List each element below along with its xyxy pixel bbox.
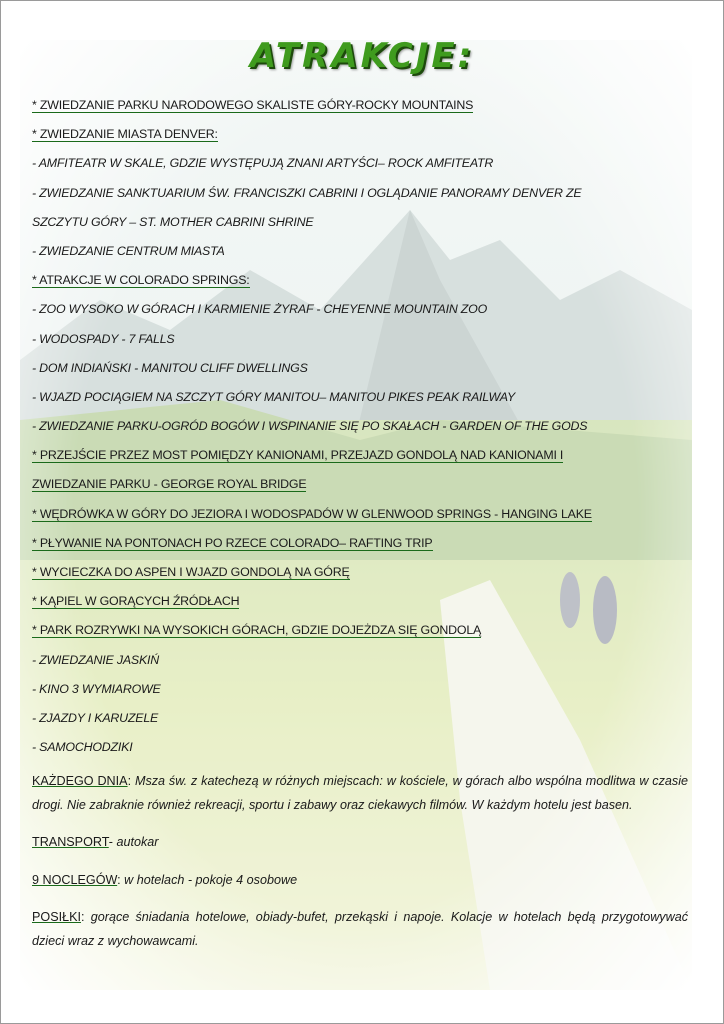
attraction-item (32, 213, 688, 231)
attraction-text: * PRZEJŚCIE PRZEZ MOST POMIĘDZY KANIONAMI, PRZEJAZD GONDOLĄ NAD KANIONAMI I (32, 448, 564, 463)
attraction-text: - AMFITEATR W SKALE, GDZIE WYSTĘPUJĄ ZNANI ARTYŚCI– ROCK AMFITEATR (32, 156, 494, 171)
attraction-heading (32, 96, 688, 114)
attraction-heading (32, 271, 688, 289)
info-paragraph (32, 831, 688, 855)
attraction-heading (32, 446, 688, 464)
info-label: KAŻDEGO DNIA (32, 774, 128, 789)
attraction-item (32, 154, 688, 172)
attraction-heading (32, 475, 688, 493)
attraction-heading (32, 592, 688, 610)
attraction-text: - ZOO WYSOKO W GÓRACH I KARMIENIE ŻYRAF - CHEYENNE MOUNTAIN ZOO (32, 302, 488, 317)
attractions-list (32, 96, 688, 756)
attraction-heading (32, 505, 688, 523)
info-separator: - (108, 835, 117, 850)
attraction-text: SZCZYTU GÓRY – ST. MOTHER CABRINI SHRINE (32, 214, 314, 229)
attraction-item (32, 184, 688, 202)
attraction-text: * KĄPIEL W GORĄCYCH ŹRÓDŁACH (32, 594, 240, 609)
attraction-item (32, 330, 688, 348)
attraction-text: * ATRAKCJE W COLORADO SPRINGS: (32, 273, 250, 288)
trip-info (32, 770, 688, 953)
attraction-item (32, 680, 688, 698)
info-text: w hotelach - pokoje 4 osobowe (124, 872, 298, 887)
page-title: ATRAKCJE: (249, 36, 475, 76)
info-text: autokar (116, 835, 159, 850)
attraction-text: * WĘDRÓWKA W GÓRY DO JEZIORA I WODOSPADÓW W GLENWOOD SPRINGS - HANGING LAKE (32, 506, 592, 521)
attraction-text: * ZWIEDZANIE MIASTA DENVER: (32, 127, 218, 142)
attraction-text: - ZWIEDZANIE SANKTUARIUM ŚW. FRANCISZKI CABRINI I OGLĄDANIE PANORAMY DENVER ZE (32, 185, 582, 200)
info-label: TRANSPORT (32, 835, 109, 850)
attraction-item (32, 738, 688, 756)
attraction-text: - SAMOCHODZIKI (32, 740, 133, 755)
attraction-heading (32, 125, 688, 143)
attraction-text: - ZWIEDZANIE JASKIŃ (32, 652, 159, 667)
attraction-item (32, 388, 688, 406)
attraction-text: * ZWIEDZANIE PARKU NARODOWEGO SKALISTE GÓRY-ROCKY MOUNTAINS (32, 98, 474, 112)
info-label: POSIŁKI (32, 910, 81, 925)
attraction-text: - KINO 3 WYMIAROWE (32, 681, 161, 696)
attraction-item (32, 359, 688, 377)
content (32, 96, 688, 967)
attraction-item (32, 651, 688, 669)
attraction-item (32, 417, 688, 435)
attraction-item (32, 709, 688, 727)
info-separator: : (117, 872, 125, 887)
attraction-text: * PARK ROZRYWKI NA WYSOKICH GÓRACH, GDZIE DOJEŻDZA SIĘ GONDOLĄ (32, 623, 482, 638)
info-separator: : (81, 910, 91, 925)
attraction-text: ZWIEDZANIE PARKU - GEORGE ROYAL BRIDGE (32, 477, 307, 492)
attraction-text: * WYCIECZKA DO ASPEN I WJAZD GONDOLĄ NA GÓRĘ (32, 565, 350, 579)
attraction-text: - ZJAZDY I KARUZELE (32, 710, 159, 725)
attraction-text: - ZWIEDZANIE PARKU-OGRÓD BOGÓW I WSPINANIE SIĘ PO SKAŁACH - GARDEN OF THE GODS (32, 419, 588, 434)
attraction-heading (32, 621, 688, 639)
attraction-item (32, 300, 688, 318)
info-paragraph (32, 906, 688, 953)
attraction-text: - DOM INDIAŃSKI - MANITOU CLIFF DWELLINGS (32, 360, 308, 375)
attraction-text: - WJAZD POCIĄGIEM NA SZCZYT GÓRY MANITOU– MANITOU PIKES PEAK RAILWAY (32, 389, 516, 404)
attraction-text: - WODOSPADY - 7 FALLS (32, 331, 175, 346)
attraction-text: - ZWIEDZANIE CENTRUM MIASTA (32, 243, 225, 258)
info-label: 9 NOCLEGÓW (32, 872, 118, 887)
info-text: Msza św. z katechezą w różnych miejscach: w kościele, w górach albo wspólna modlitwa w czasie drogi. Nie zabraknie również rekreacji, sportu i zabawy oraz ciekawych filmów. W każdym hotelu jest basen. (32, 774, 689, 812)
attraction-heading (32, 563, 688, 581)
info-text: gorące śniadania hotelowe, obiady-bufet, przekąski i napoje. Kolacje w hotelach będą przygotowywać dzieci wraz z wychowawcami. (32, 910, 688, 948)
info-paragraph (32, 770, 688, 817)
attraction-heading (32, 534, 688, 552)
attraction-item (32, 242, 688, 260)
attraction-text: * PŁYWANIE NA PONTONACH PO RZECE COLORADO– RAFTING TRIP (32, 535, 433, 550)
info-separator: : (127, 774, 135, 789)
info-paragraph (32, 869, 688, 893)
